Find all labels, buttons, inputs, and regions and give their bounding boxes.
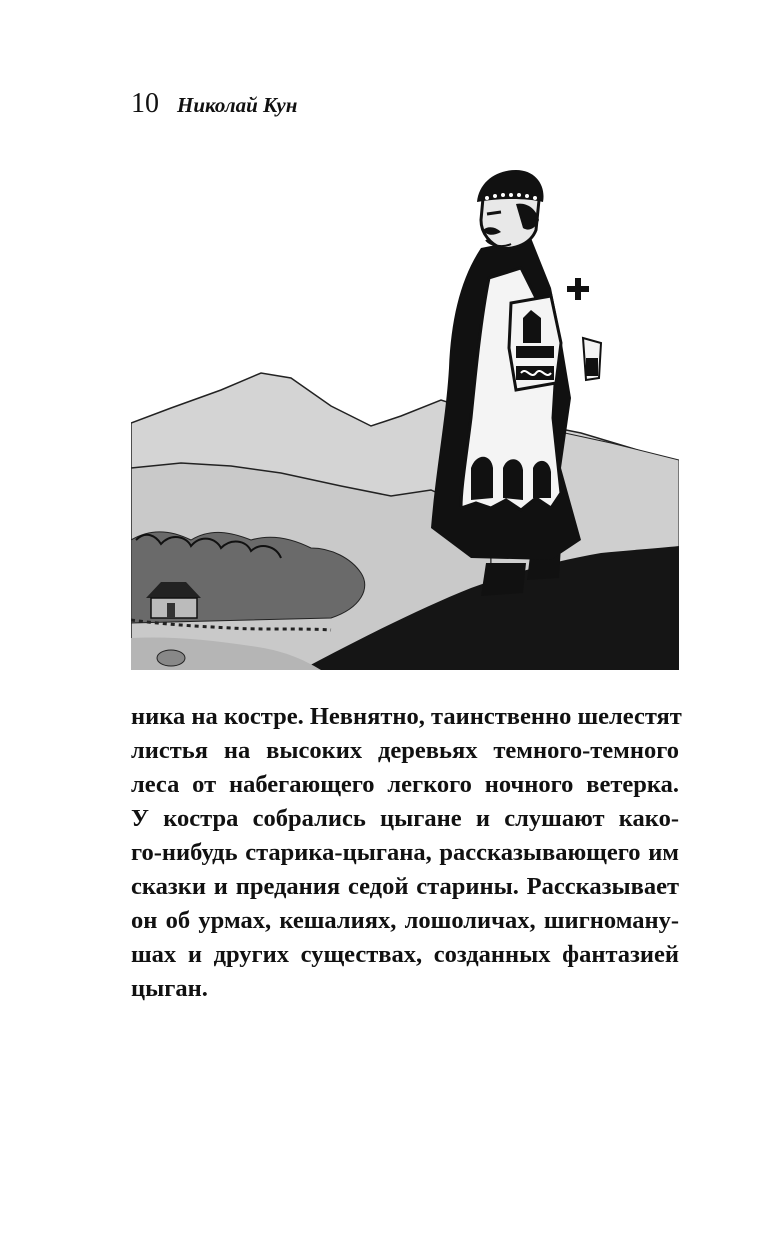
body-text bbox=[131, 700, 682, 1006]
text-line: ника на костре. Невнятно, таинственно шелестят bbox=[131, 703, 682, 730]
text-line: листья на высоких деревьях темного-темного bbox=[131, 737, 679, 764]
page-number: 10 bbox=[131, 88, 159, 119]
running-head bbox=[131, 88, 297, 124]
author-name: Николай Кун bbox=[177, 93, 298, 117]
text-line: он об урмах, кешалиях, лошоличах, шигноману- bbox=[131, 907, 679, 934]
text-line-last: цыган. bbox=[131, 975, 208, 1002]
text-line: леса от набегающего легкого ночного ветерка. bbox=[131, 771, 679, 798]
illustration-gypsy-on-hill bbox=[131, 168, 679, 670]
text-line: сказки и предания седой старины. Рассказывает bbox=[131, 873, 679, 900]
text-line: шах и других существах, созданных фантазией bbox=[131, 941, 679, 968]
text-line: го-нибудь старика-цыгана, рассказывающего им bbox=[131, 839, 679, 866]
text-line: У костра собрались цыгане и слушают како- bbox=[131, 805, 679, 832]
